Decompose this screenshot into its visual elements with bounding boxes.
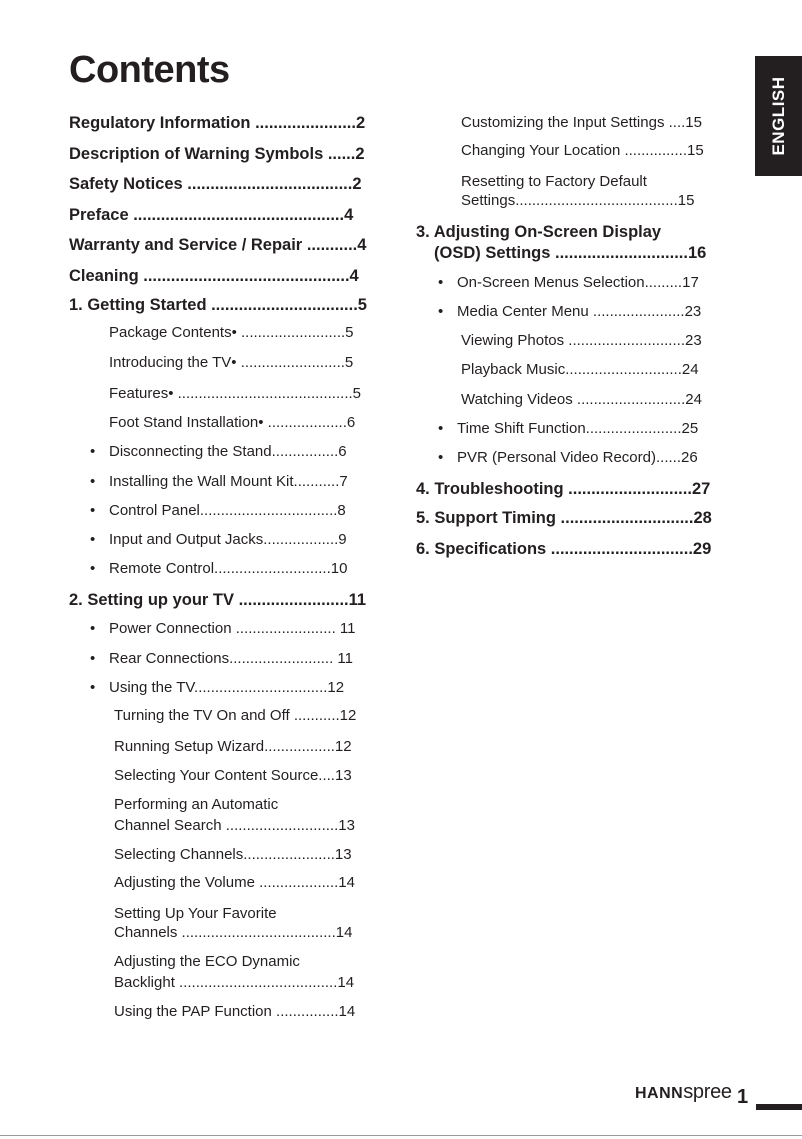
toc-entry: Resetting to Factory Default [461,173,647,190]
toc-entry: Selecting Your Content Source....13 [114,767,352,784]
toc-entry: Performing an Automatic [114,796,279,813]
toc-entry: Selecting Channels......................13 [114,846,352,863]
toc-entry: Rear Connections......................... 11 [109,650,353,667]
toc-entry: Introducing the TV• .........................5 [109,354,354,371]
toc-section-entry: Cleaning .............................................4 [69,267,359,285]
bullet-icon: • [90,620,96,637]
toc-entry: Remote Control............................10 [109,560,348,577]
brand-logo-light: spree [683,1081,732,1103]
toc-entry: PVR (Personal Video Record)......26 [457,449,698,466]
toc-entry: Foot Stand Installation• ...................6 [109,414,356,431]
brand-logo [635,1080,732,1106]
toc-entry: On-Screen Menus Selection.........17 [457,274,699,291]
page-number-bar [756,1104,802,1110]
bullet-icon: • [90,443,96,460]
toc-entry: Playback Music............................24 [461,361,699,378]
bullet-icon: • [90,531,96,548]
toc-section-entry: (OSD) Settings .............................16 [434,244,707,262]
toc-entry: Adjusting the Volume ...................14 [114,874,355,891]
bullet-icon: • [438,303,444,320]
toc-entry: Input and Output Jacks..................9 [109,531,347,548]
brand-logo-bold: HANN [635,1085,684,1102]
bullet-icon: • [438,274,444,291]
toc-entry: Adjusting the ECO Dynamic [114,953,300,970]
toc-entry: Channel Search ...........................13 [114,817,355,834]
bottom-rule [0,1135,802,1136]
toc-section-entry: Regulatory Information ......................2 [69,114,366,132]
toc-section-entry: 1. Getting Started ................................5 [69,296,367,314]
toc-entry: Time Shift Function.......................25 [457,420,699,437]
toc-entry: Customizing the Input Settings ....15 [461,114,702,131]
language-tab-label: ENGLISH [768,76,788,156]
toc-entry: Turning the TV On and Off ...........12 [114,707,357,724]
toc-section-entry: 4. Troubleshooting ...........................27 [416,480,711,498]
toc-entry: Using the TV................................12 [109,679,345,696]
toc-entry: Power Connection ........................ 11 [109,620,356,637]
toc-entry: Control Panel.................................8 [109,502,346,519]
bullet-icon: • [90,502,96,519]
bullet-icon: • [90,560,96,577]
toc-section-entry: Description of Warning Symbols ......2 [69,145,365,163]
toc-section-entry: Warranty and Service / Repair ...........4 [69,236,367,254]
toc-section-entry: 5. Support Timing .............................28 [416,509,712,527]
toc-section-entry: 2. Setting up your TV ........................11 [69,591,367,609]
toc-entry: Features• ..........................................5 [109,385,361,402]
toc-section-entry: 6. Specifications ...............................29 [416,540,712,558]
page-number: 1 [737,1086,749,1108]
toc-section-entry: Preface ..............................................4 [69,206,354,224]
toc-entry: Media Center Menu ......................23 [457,303,702,320]
bullet-icon: • [438,420,444,437]
toc-entry: Channels .....................................14 [114,924,353,941]
toc-entry: Viewing Photos ............................23 [461,332,702,349]
toc-entry: Disconnecting the Stand................6 [109,443,347,460]
toc-entry: Package Contents• .........................5 [109,324,354,341]
page-title: Contents [69,49,230,91]
toc-section-entry: Safety Notices ....................................2 [69,175,362,193]
toc-section-entry: 3. Adjusting On-Screen Display [416,223,662,241]
toc-entry: Running Setup Wizard.................12 [114,738,352,755]
toc-entry: Changing Your Location ...............15 [461,142,704,159]
bullet-icon: • [438,449,444,466]
toc-entry: Using the PAP Function ...............14 [114,1003,356,1020]
language-tab [755,56,802,176]
toc-entry: Installing the Wall Mount Kit...........7 [109,473,348,490]
toc-entry: Backlight ......................................14 [114,974,355,991]
bullet-icon: • [90,650,96,667]
toc-entry: Setting Up Your Favorite [114,905,277,922]
bullet-icon: • [90,473,96,490]
toc-entry: Settings.......................................15 [461,192,695,209]
bullet-icon: • [90,679,96,696]
toc-entry: Watching Videos ..........................24 [461,391,702,408]
